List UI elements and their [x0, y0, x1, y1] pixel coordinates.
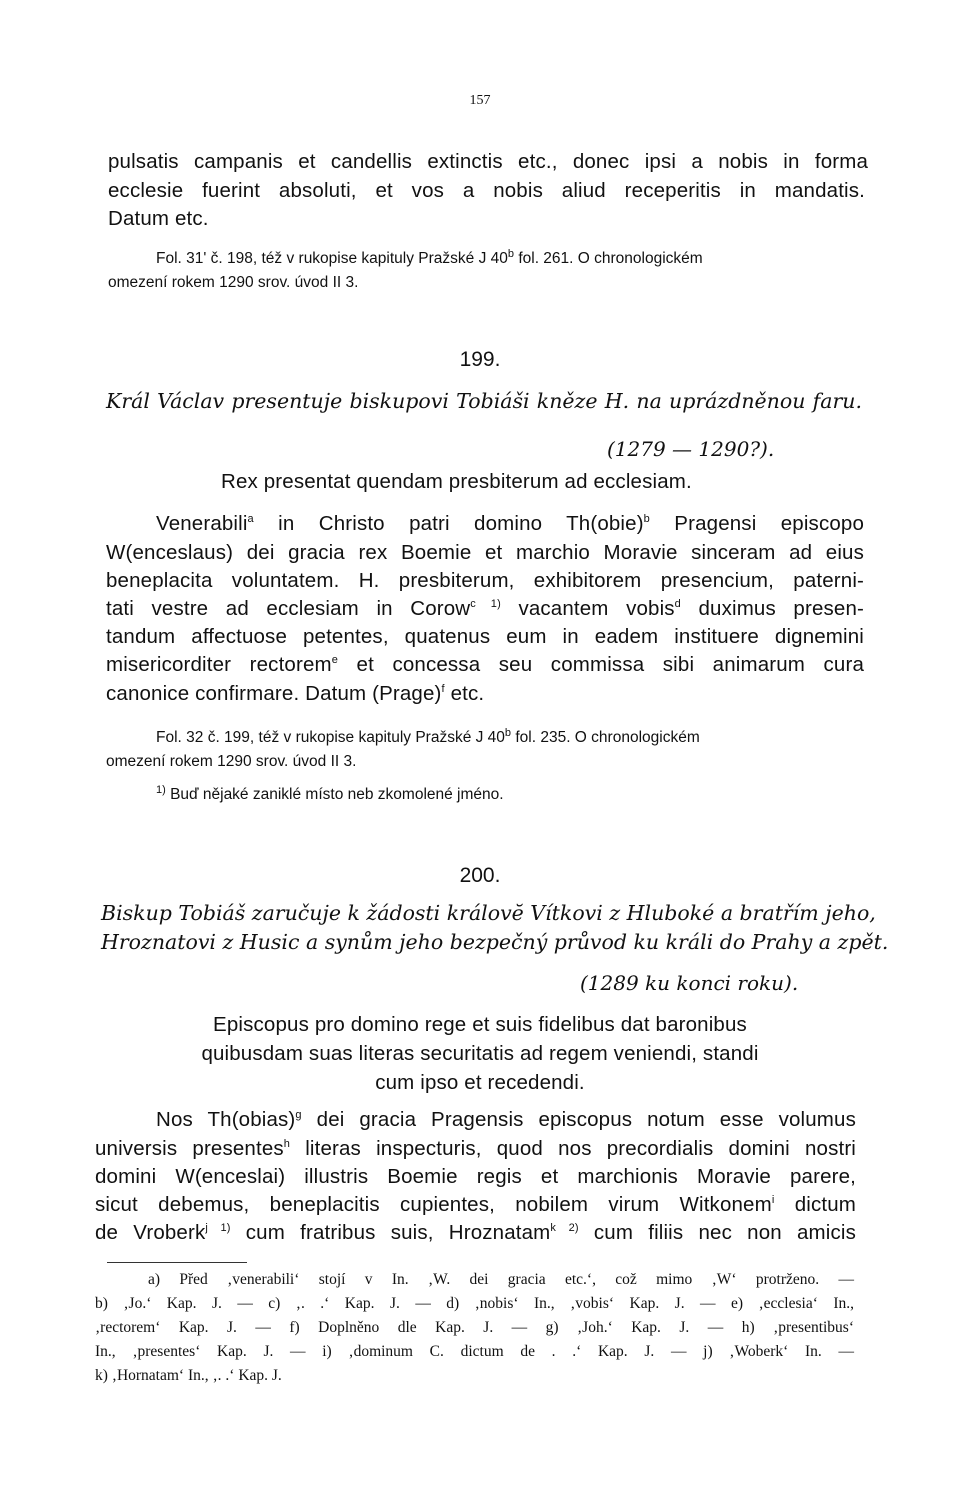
doc199-title: Král Václav presentuje biskupovi Tobiáši kněze H. na uprázdněnou faru. [106, 389, 862, 413]
doc199-summary: Rex presentat quendam presbiterum ad ecclesiam. [221, 470, 692, 493]
doc200-summary [150, 1010, 810, 1097]
doc199-text-line-5: tandum affectuose petentes, quatenus eum in eadem instituere dignemini [106, 625, 864, 648]
apparatus-line-1: a) Před ‚venerabili‘ stojí v In. ‚W. dei gracia etc.‘, což mimo ‚W‘ protrženo. — [148, 1271, 854, 1288]
doc200-date: (1289 ku konci roku). [580, 971, 799, 995]
doc200-text-line-5: de Vroberk$^{j 1)}$ cum fratribus suis, Hroznatam$^{k 2)}$ cum filiis nec non amicis [95, 1221, 856, 1244]
apparatus-line-5: k) ‚Hornatam‘ In., ‚. .‘ Kap. J. [95, 1367, 282, 1384]
doc199-text-line-6: misericorditer rectorem$^e$ et concessa seu commissa sibi animarum cura [106, 653, 865, 676]
doc200-text-line-2: universis presentes$^h$ literas inspecturis, quod nos precordialis domini nostri [95, 1137, 857, 1160]
doc200-number: 200. [459, 864, 501, 887]
doc199-date: (1279 — 1290?). [607, 437, 775, 461]
apparatus-line-4: In., ‚presentes‘ Kap. J. — i) ‚dominum C. dictum de . .‘ Kap. J. — j) ‚Woberk‘ In. — [95, 1343, 854, 1360]
doc200-summary-line-3: cum ipso et recedendi. [375, 1071, 585, 1094]
doc200-text-line-3: domini W(enceslai) illustris Boemie regis et marchionis Moravie parere, [95, 1165, 856, 1188]
footnote-divider [107, 1262, 247, 1263]
doc199-text-line-7: canonice confirmare. Datum (Prage)$^f$ etc. [106, 682, 485, 705]
prev-text-line-3: Datum etc. [108, 207, 209, 230]
doc200-text-line-4: sicut debemus, beneplacitis cupientes, nobilem virum Witkonem$^i$ dictum [95, 1193, 857, 1216]
doc200-title-line-1: Biskup Tobiáš zaručuje k žádosti královĕ Vítkovi z Hluboké a bratřím jeho, [101, 901, 876, 925]
prev-text-line-2: ecclesie fuerint absoluti, et vos a nobis aliud receperitis in mandatis. [108, 179, 865, 202]
prev-source-note-line-2: omezení rokem 1290 srov. úvod II 3. [108, 274, 359, 291]
doc199-number: 199. [459, 348, 501, 371]
doc199-text-line-2: W(enceslaus) dei gracia rex Boemie et marchio Moravie sinceram ad eius [106, 541, 864, 564]
apparatus-line-2: b) ‚Jo.‘ Kap. J. — c) ‚. .‘ Kap. J. — d) ‚nobis‘ In., ‚vobis‘ Kap. J. — e) ‚ecclesia‘ In., [95, 1295, 854, 1312]
doc199-text-line-4: tati vestre ad ecclesiam in Corow$^{c 1)}$ vacantem vobis$^d$ duximus presen- [106, 597, 864, 620]
doc200-text-line-1: Nos Th(obias)$^g$ dei gracia Pragensis episcopus notum esse volumus [156, 1108, 856, 1131]
doc199-text-line-3: beneplacita voluntatem. H. presbiterum, exhibitorem presencium, paterni- [106, 569, 864, 592]
page-number: 157 [469, 93, 491, 108]
apparatus-line-3: ‚rectorem‘ Kap. J. — f) Doplněno dle Kap. J. — g) ‚Joh.‘ Kap. J. — h) ‚presentibus‘ [95, 1319, 854, 1336]
doc199-text-line-1: Venerabili$^a$ in Christo patri domino Th(obie)$^b$ Pragensi episcopo [156, 512, 864, 535]
doc199-footnote: $^{1)}$ Buď nějaké zaniklé místo neb zkomolené jméno. [156, 783, 504, 803]
prev-text-line-1: pulsatis campanis et candellis extinctis etc., donec ipsi a nobis in forma [108, 150, 868, 173]
doc199-source-note-line-2: omezení rokem 1290 srov. úvod II 3. [106, 753, 357, 770]
prev-source-note-line-1: Fol. 31' č. 198, též v rukopise kapituly Pražské J 40$^b$ fol. 261. O chronologickém [156, 247, 703, 267]
doc200-title-line-2: Hroznatovi z Husic a synům jeho bezpečný průvod ku králi do Prahy a zpět. [101, 930, 889, 954]
doc200-summary-line-2: quibusdam suas literas securitatis ad regem veniendi, standi [201, 1042, 759, 1065]
doc200-summary-line-1: Episcopus pro domino rege et suis fidelibus dat baronibus [213, 1013, 747, 1036]
doc199-source-note-line-1: Fol. 32 č. 199, též v rukopise kapituly Pražské J 40$^b$ fol. 235. O chronologickém [156, 726, 700, 746]
